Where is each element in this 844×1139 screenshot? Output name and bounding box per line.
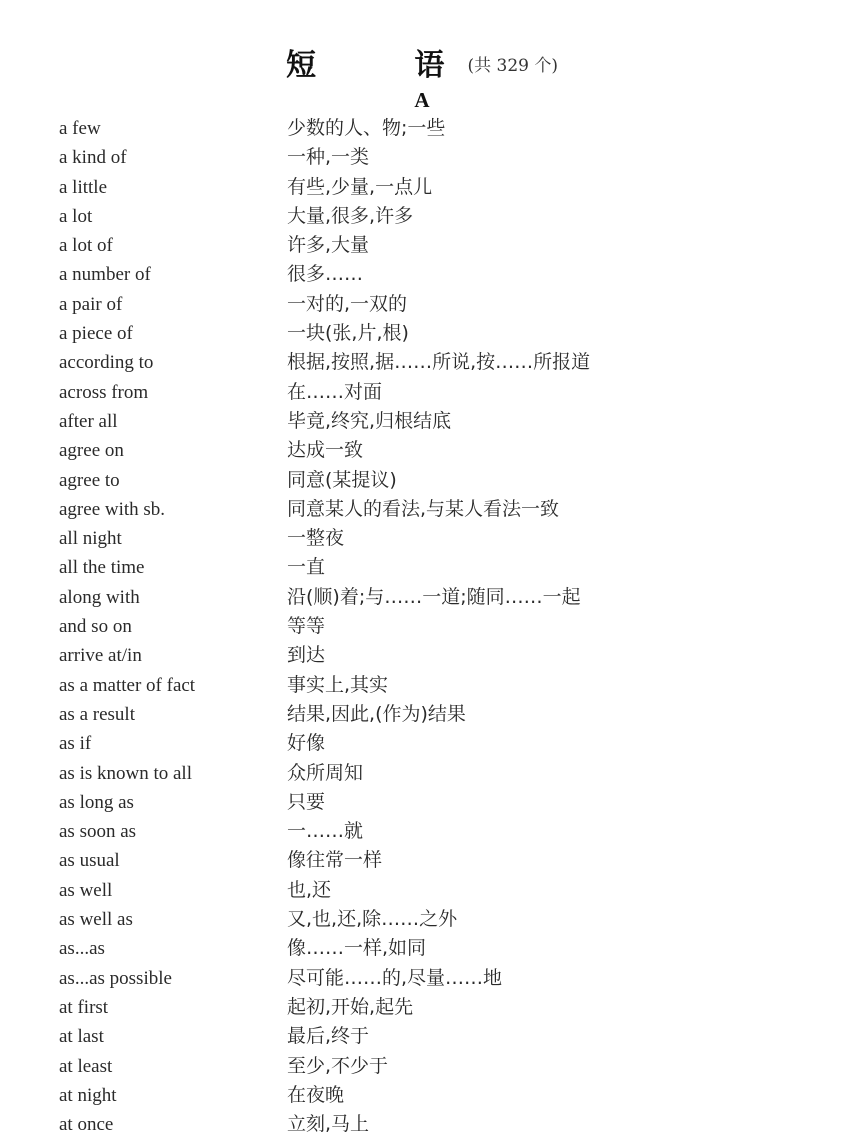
phrase-text: as a matter of fact	[59, 674, 196, 696]
phrase-text: as a result	[59, 703, 135, 725]
phrase-text: at night	[59, 1084, 117, 1106]
phrase-text: agree with sb.	[59, 498, 166, 520]
phrase-meaning: 到达	[287, 644, 326, 667]
phrase-entry	[0, 436, 844, 465]
phrase-text: as usual	[59, 850, 120, 872]
phrase-text: a few	[59, 118, 101, 139]
phrase-meaning: 事实上,其实	[287, 673, 389, 696]
phrase-meaning: 众所周知	[287, 761, 364, 784]
phrase-meaning: 根据,按照,据……所说,按……所报道	[287, 351, 591, 374]
phrase-entry	[0, 524, 844, 553]
phrase-meaning: 像……一样,如同	[287, 937, 427, 960]
phrase-entry	[0, 934, 844, 963]
phrase-list	[0, 114, 844, 1139]
phrase-entry	[0, 407, 844, 436]
phrase-entry	[0, 173, 844, 202]
phrase-entry	[0, 612, 844, 641]
phrase-entry	[0, 231, 844, 260]
phrase-entry	[0, 260, 844, 289]
phrase-meaning: 只要	[287, 790, 326, 813]
phrase-meaning: 同意某人的看法,与某人看法一致	[287, 497, 560, 520]
phrase-meaning: 很多……	[287, 263, 364, 286]
phrase-meaning: 至少,不少于	[287, 1054, 389, 1077]
phrase-meaning: 一直	[287, 556, 326, 579]
phrase-meaning: 又,也,还,除……之外	[287, 908, 458, 931]
phrase-meaning: 结果,因此,(作为)结果	[287, 702, 466, 725]
phrase-meaning: 少数的人、物;一些	[287, 117, 446, 139]
phrase-entry	[0, 729, 844, 758]
phrase-text: a pair of	[59, 293, 123, 315]
phrase-text: as...as possible	[59, 967, 172, 989]
phrase-text: as well	[59, 879, 113, 901]
phrase-meaning: 毕竟,终究,归根结底	[287, 409, 452, 432]
phrase-entry	[0, 876, 844, 905]
phrase-entry	[0, 700, 844, 729]
phrase-entry	[0, 1022, 844, 1051]
phrase-text: at least	[59, 1055, 113, 1077]
phrase-count: (共 329 个)	[467, 56, 559, 76]
phrase-entry	[0, 1081, 844, 1110]
phrase-meaning: 一对的,一双的	[287, 292, 408, 315]
phrase-meaning: 一种,一类	[287, 146, 370, 169]
phrase-entry	[0, 964, 844, 993]
phrase-entry	[0, 319, 844, 348]
phrase-text: a lot of	[59, 235, 113, 257]
phrase-text: all the time	[59, 557, 145, 579]
phrase-meaning: 达成一致	[287, 439, 364, 462]
phrase-text: across from	[59, 381, 149, 403]
phrase-entry	[0, 905, 844, 934]
phrase-text: as if	[59, 733, 92, 755]
phrase-text: a piece of	[59, 323, 133, 345]
page-header	[0, 40, 844, 84]
phrase-text: a lot	[59, 205, 93, 227]
phrase-text: arrive at/in	[59, 645, 142, 667]
phrase-meaning: 最后,终于	[287, 1025, 370, 1048]
phrase-text: as is known to all	[59, 762, 192, 784]
phrase-entry	[0, 759, 844, 788]
phrase-text: along with	[59, 586, 140, 608]
phrase-entry	[0, 583, 844, 612]
phrase-text: as soon as	[59, 821, 137, 843]
phrase-text: and so on	[59, 616, 132, 638]
phrase-meaning: 立刻,马上	[287, 1113, 370, 1136]
phrase-meaning: 好像	[287, 732, 326, 755]
phrase-meaning: 大量,很多,许多	[287, 204, 414, 227]
phrase-entry	[0, 788, 844, 817]
phrase-text: as...as	[59, 938, 105, 960]
phrase-entry	[0, 817, 844, 846]
phrase-entry	[0, 466, 844, 495]
page-title: 短 语	[285, 48, 489, 83]
phrase-meaning: 等等	[287, 615, 326, 638]
phrase-text: as long as	[59, 791, 134, 813]
phrase-text: a little	[59, 176, 108, 198]
phrase-entry	[0, 378, 844, 407]
phrase-text: at first	[59, 996, 109, 1018]
phrase-meaning: 像往常一样	[287, 849, 383, 872]
phrase-meaning: 在夜晚	[287, 1083, 345, 1106]
phrase-meaning: 一块(张,片,根)	[287, 322, 409, 345]
phrase-text: at last	[59, 1026, 104, 1048]
phrase-meaning: 一整夜	[287, 527, 345, 550]
phrase-text: agree on	[59, 440, 124, 462]
phrase-entry	[0, 641, 844, 670]
phrase-entry	[0, 348, 844, 377]
phrase-meaning: 也,还	[287, 878, 332, 901]
section-heading-letter: A	[414, 88, 430, 112]
phrase-entry	[0, 1110, 844, 1139]
phrase-text: agree to	[59, 469, 120, 491]
phrase-text: at once	[59, 1114, 114, 1136]
phrase-meaning: 同意(某提议)	[287, 468, 397, 491]
phrase-text: after all	[59, 410, 118, 432]
phrase-meaning: 一……就	[287, 820, 364, 843]
phrase-entry	[0, 202, 844, 231]
phrase-entry	[0, 495, 844, 524]
phrase-entry	[0, 993, 844, 1022]
phrase-entry	[0, 290, 844, 319]
phrase-meaning: 沿(顺)着;与……一道;随同……一起	[287, 585, 581, 608]
phrase-meaning: 尽可能……的,尽量……地	[287, 966, 503, 989]
phrase-entry	[0, 114, 844, 143]
phrase-text: according to	[59, 352, 154, 374]
phrase-meaning: 有些,少量,一点儿	[287, 175, 433, 198]
phrase-text: a number of	[59, 264, 151, 286]
phrase-meaning: 在……对面	[287, 380, 383, 403]
phrase-entry	[0, 846, 844, 875]
phrase-text: as well as	[59, 909, 133, 931]
phrase-meaning: 起初,开始,起先	[287, 995, 414, 1018]
phrase-text: a kind of	[59, 147, 127, 169]
phrase-text: all night	[59, 528, 122, 550]
phrase-entry	[0, 671, 844, 700]
phrase-entry	[0, 1052, 844, 1081]
phrase-entry	[0, 143, 844, 172]
phrase-entry	[0, 553, 844, 582]
phrase-meaning: 许多,大量	[287, 234, 370, 257]
